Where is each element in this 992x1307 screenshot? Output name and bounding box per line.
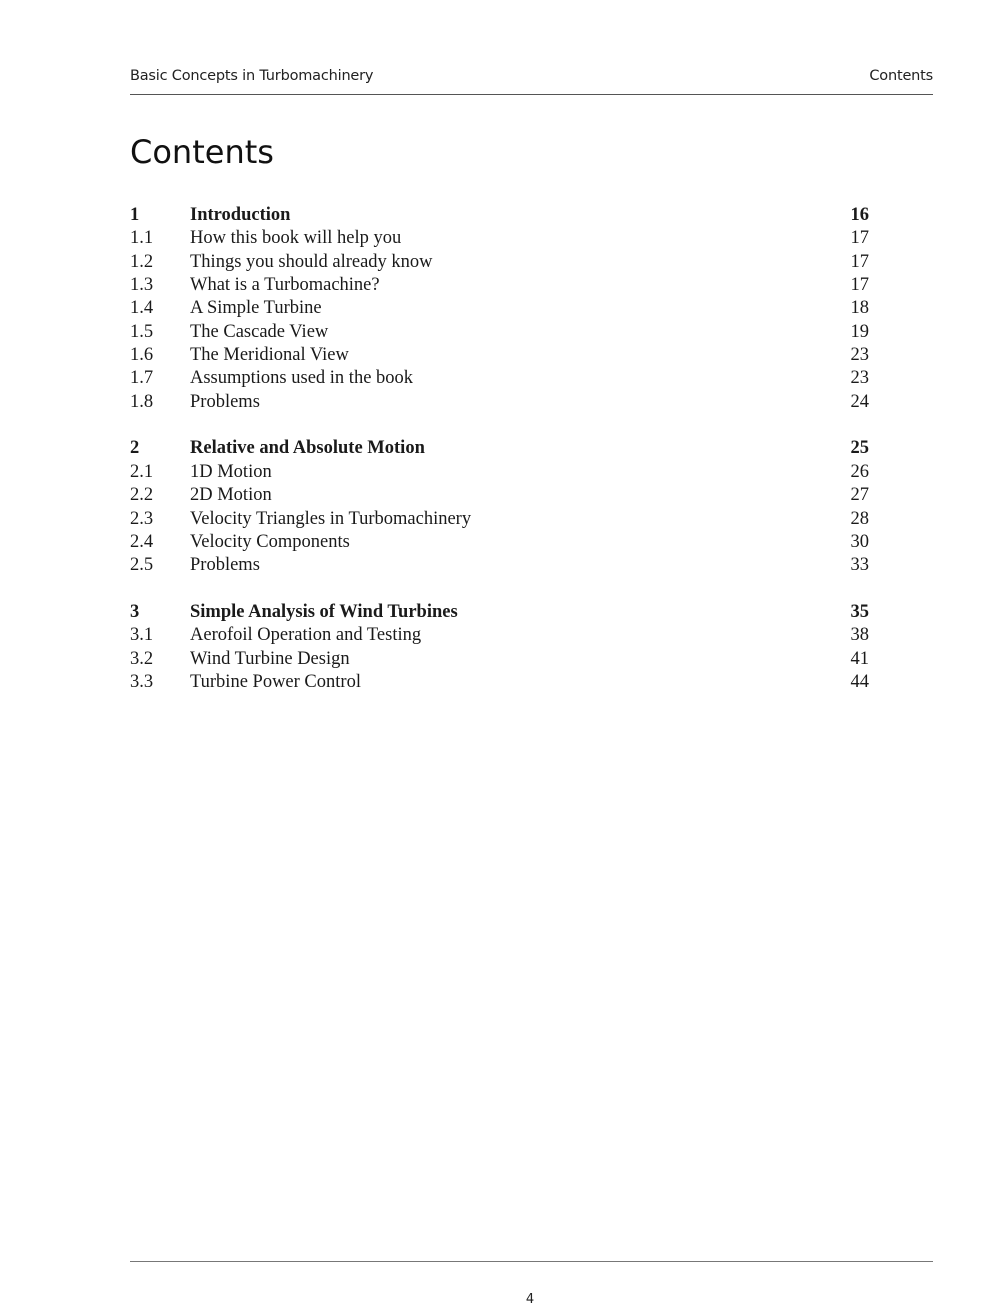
toc-entry-number: 3.2 <box>130 648 154 669</box>
toc-entry-number: 2.5 <box>130 555 154 576</box>
toc-entry-page: 17 <box>850 228 869 249</box>
toc-section-entry[interactable] <box>130 461 870 484</box>
toc-chapter-2 <box>130 437 870 577</box>
toc-entry-number: 2.3 <box>130 508 154 529</box>
toc-entry-number: 2.2 <box>130 485 154 506</box>
toc-entry-page: 33 <box>850 555 869 576</box>
toc-entry-page: 17 <box>850 275 869 296</box>
toc-entry-title: 1D Motion <box>190 461 272 482</box>
toc-entry-page: 38 <box>850 625 869 646</box>
toc-entry-title: What is a Turbomachine? <box>190 275 380 296</box>
toc-section-entry[interactable] <box>130 624 870 647</box>
toc-entry-title: Introduction <box>190 205 291 225</box>
toc-entry-number: 1.5 <box>130 321 154 342</box>
toc-entry-page: 28 <box>850 508 869 529</box>
toc-entry-page: 24 <box>850 391 869 412</box>
toc-entry-number: 1.6 <box>130 345 154 366</box>
toc-entry-number: 1.1 <box>130 228 154 249</box>
toc-entry-title: The Meridional View <box>190 345 349 366</box>
toc-entry-title: The Cascade View <box>190 321 329 342</box>
toc-entry-title: Simple Analysis of Wind Turbines <box>190 601 458 622</box>
toc-entry-page: 26 <box>850 461 869 482</box>
toc-chapter-3 <box>130 601 870 694</box>
toc-entry-title: How this book will help you <box>190 228 402 249</box>
toc-entry-title: Velocity Components <box>190 531 350 552</box>
toc-chapter-entry[interactable] <box>130 204 870 227</box>
header-section-name: Contents <box>869 68 933 84</box>
toc-entry-title: A Simple Turbine <box>190 298 322 319</box>
page-title: Contents <box>130 133 274 171</box>
toc-section-entry[interactable] <box>130 648 870 671</box>
toc-entry-number: 3.1 <box>130 625 154 646</box>
toc-entry-page: 23 <box>850 368 869 389</box>
toc-entry-page: 30 <box>850 531 869 552</box>
page-number: 4 <box>525 1292 535 1307</box>
toc-entry-page: 23 <box>850 345 869 366</box>
toc-section-entry[interactable] <box>130 554 870 577</box>
toc-section-entry[interactable] <box>130 344 870 367</box>
running-header <box>130 66 933 95</box>
toc-entry-page: 19 <box>850 321 869 342</box>
toc-entry-title: Assumptions used in the book <box>190 368 414 389</box>
toc-entry-title: Things you should already know <box>190 251 433 272</box>
toc-entry-number: 1 <box>130 205 140 225</box>
toc-entry-number: 1.2 <box>130 251 154 272</box>
toc-entry-number: 1.7 <box>130 368 154 389</box>
toc-entry-page: 44 <box>850 671 869 692</box>
toc-section-entry[interactable] <box>130 531 870 554</box>
toc-chapter-entry[interactable] <box>130 601 870 624</box>
toc-section-entry[interactable] <box>130 367 870 390</box>
toc-entry-page: 18 <box>850 298 869 319</box>
toc-entry-page: 25 <box>850 438 869 459</box>
toc-section-entry[interactable] <box>130 274 870 297</box>
footer-divider <box>130 1261 933 1262</box>
toc-entry-number: 3.3 <box>130 671 154 692</box>
toc-entry-title: Relative and Absolute Motion <box>190 438 425 459</box>
toc-section-entry[interactable] <box>130 227 870 250</box>
toc-entry-page: 16 <box>850 205 869 225</box>
toc-entry-title: Problems <box>190 555 260 576</box>
toc-entry-page: 35 <box>850 601 869 622</box>
header-book-title: Basic Concepts in Turbomachinery <box>130 68 374 84</box>
toc-entry-title: Velocity Triangles in Turbomachinery <box>190 508 472 529</box>
toc-entry-number: 2.4 <box>130 531 154 552</box>
toc-entry-title: Problems <box>190 391 260 412</box>
toc-section-entry[interactable] <box>130 671 870 694</box>
toc-entry-number: 1.3 <box>130 275 154 296</box>
toc-entry-number: 1.4 <box>130 298 154 319</box>
toc-entry-number: 1.8 <box>130 391 154 412</box>
toc-section-entry[interactable] <box>130 484 870 507</box>
toc-section-entry[interactable] <box>130 251 870 274</box>
toc-entry-title: Turbine Power Control <box>190 671 361 692</box>
toc-entry-page: 41 <box>850 648 869 669</box>
toc-section-entry[interactable] <box>130 391 870 414</box>
toc-entry-title: 2D Motion <box>190 485 272 506</box>
toc-section-entry[interactable] <box>130 297 870 320</box>
toc-entry-page: 27 <box>850 485 869 506</box>
toc-entry-number: 3 <box>130 601 140 622</box>
table-of-contents <box>130 204 870 718</box>
toc-entry-number: 2.1 <box>130 461 154 482</box>
toc-entry-number: 2 <box>130 438 140 459</box>
toc-entry-title: Wind Turbine Design <box>190 648 350 669</box>
toc-chapter-1 <box>130 204 870 414</box>
toc-section-entry[interactable] <box>130 321 870 344</box>
toc-entry-page: 17 <box>850 251 869 272</box>
toc-section-entry[interactable] <box>130 508 870 531</box>
toc-entry-title: Aerofoil Operation and Testing <box>190 625 422 646</box>
toc-chapter-entry[interactable] <box>130 437 870 460</box>
